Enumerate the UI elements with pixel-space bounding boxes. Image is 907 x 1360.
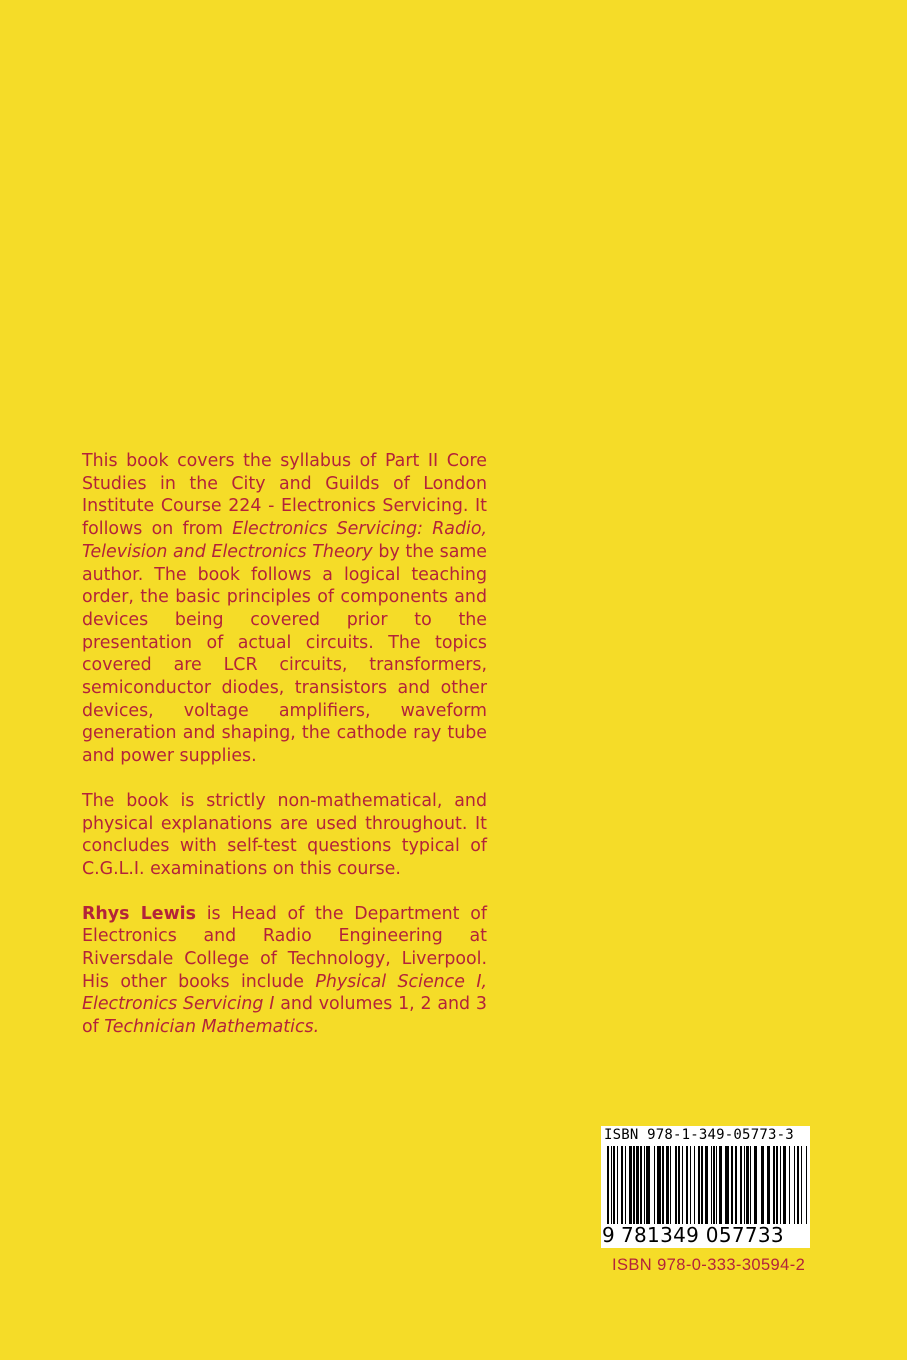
barcode-bar: [607, 1146, 609, 1224]
isbn-print: ISBN 978-0-333-30594-2: [612, 1256, 806, 1274]
bio-text: is Head of the Department of Electronics and Radio Engineering at Riversdale College of Technology, Liverpool. His other books include: [82, 903, 487, 992]
barcode-bar: [773, 1146, 775, 1224]
barcode-bar: [776, 1146, 778, 1224]
blurb-paragraph-approach: The book is strictly non-mathematical, and physical explanations are used throughout. It concludes with self-test questions typical of C.G.L.I. examinations on this course.: [82, 790, 487, 879]
barcode-bar: [701, 1146, 703, 1224]
barcode-bar: [698, 1146, 700, 1224]
barcode-bar: [657, 1146, 661, 1224]
barcode-bars: [607, 1146, 807, 1224]
related-book-title: Electronics Servicing: Radio, Television and Electronics Theory: [82, 519, 487, 562]
barcode-bar: [617, 1146, 618, 1224]
barcode-bar: [801, 1146, 802, 1224]
barcode-bar: [654, 1146, 655, 1224]
barcode-bar: [633, 1146, 635, 1224]
barcode-bar: [713, 1146, 715, 1224]
barcode-block: [601, 1126, 810, 1248]
barcode-bar: [678, 1146, 680, 1224]
barcode-bar: [670, 1146, 671, 1224]
barcode-bar: [789, 1146, 790, 1224]
barcode-bar: [806, 1146, 807, 1224]
barcode-bar: [711, 1146, 712, 1224]
bio-text: and volumes 1, 2 and 3 of: [82, 994, 487, 1038]
barcode-bar: [744, 1146, 745, 1224]
barcode-isbn-label: ISBN 978-1-349-05773-3: [604, 1127, 794, 1143]
barcode-bar: [682, 1146, 683, 1224]
barcode-bar: [750, 1146, 751, 1224]
barcode-bar: [705, 1146, 708, 1224]
barcode-bar: [686, 1146, 688, 1224]
ean-digits: 781349 057733: [621, 1223, 784, 1247]
barcode-bar: [613, 1146, 615, 1224]
barcode-bar: [625, 1146, 626, 1224]
barcode-bar: [780, 1146, 781, 1224]
barcode-bar: [740, 1146, 742, 1224]
barcode-bar: [636, 1146, 639, 1224]
barcode-bar: [629, 1146, 632, 1224]
barcode-bar: [646, 1146, 650, 1224]
barcode-bar: [783, 1146, 786, 1224]
barcode-bar: [644, 1146, 645, 1224]
barcode-bar: [666, 1146, 669, 1224]
barcode-bar: [725, 1146, 729, 1224]
other-book-title: Technician Mathematics.: [104, 1017, 320, 1038]
blurb-text: This book covers the syllabus of Part II Core Studies in the City and Guilds of London Institute Course 224 - Electronics Servicing. It follows on from: [82, 451, 487, 540]
barcode-bar: [794, 1146, 795, 1224]
barcode-bar: [640, 1146, 642, 1224]
barcode-bar: [767, 1146, 770, 1224]
back-cover-blurb: [82, 450, 487, 1061]
barcode-bar: [716, 1146, 717, 1224]
barcode-bar: [754, 1146, 757, 1224]
barcode-bar: [797, 1146, 799, 1224]
barcode-bar: [761, 1146, 764, 1224]
author-name: Rhys Lewis: [82, 903, 196, 924]
barcode-bar: [735, 1146, 737, 1224]
barcode-bar: [719, 1146, 722, 1224]
barcode-bar: [621, 1146, 623, 1224]
author-bio: [82, 903, 487, 1039]
ean-first-digit: 9: [602, 1223, 615, 1247]
other-book-titles: Physical Science I, Electronics Servicing I: [82, 971, 487, 1015]
barcode-bar: [662, 1146, 664, 1224]
barcode-bar: [675, 1146, 677, 1224]
blurb-paragraph-syllabus: [82, 450, 487, 768]
barcode-bar: [746, 1146, 749, 1224]
barcode-bar: [690, 1146, 691, 1224]
barcode-bar: [694, 1146, 695, 1224]
barcode-bar: [611, 1146, 612, 1224]
barcode-bar: [731, 1146, 733, 1224]
blurb-text: by the same author. The book follows a logical teaching order, the basic principles of components and devices being covered prior to the presentation of actual circuits. The topics covered are LCR circuits, transformers, semiconductor diodes, transistors and other devices, voltage amplifiers, waveform generation and shaping, the cathode ray tube and power supplies.: [82, 541, 487, 767]
